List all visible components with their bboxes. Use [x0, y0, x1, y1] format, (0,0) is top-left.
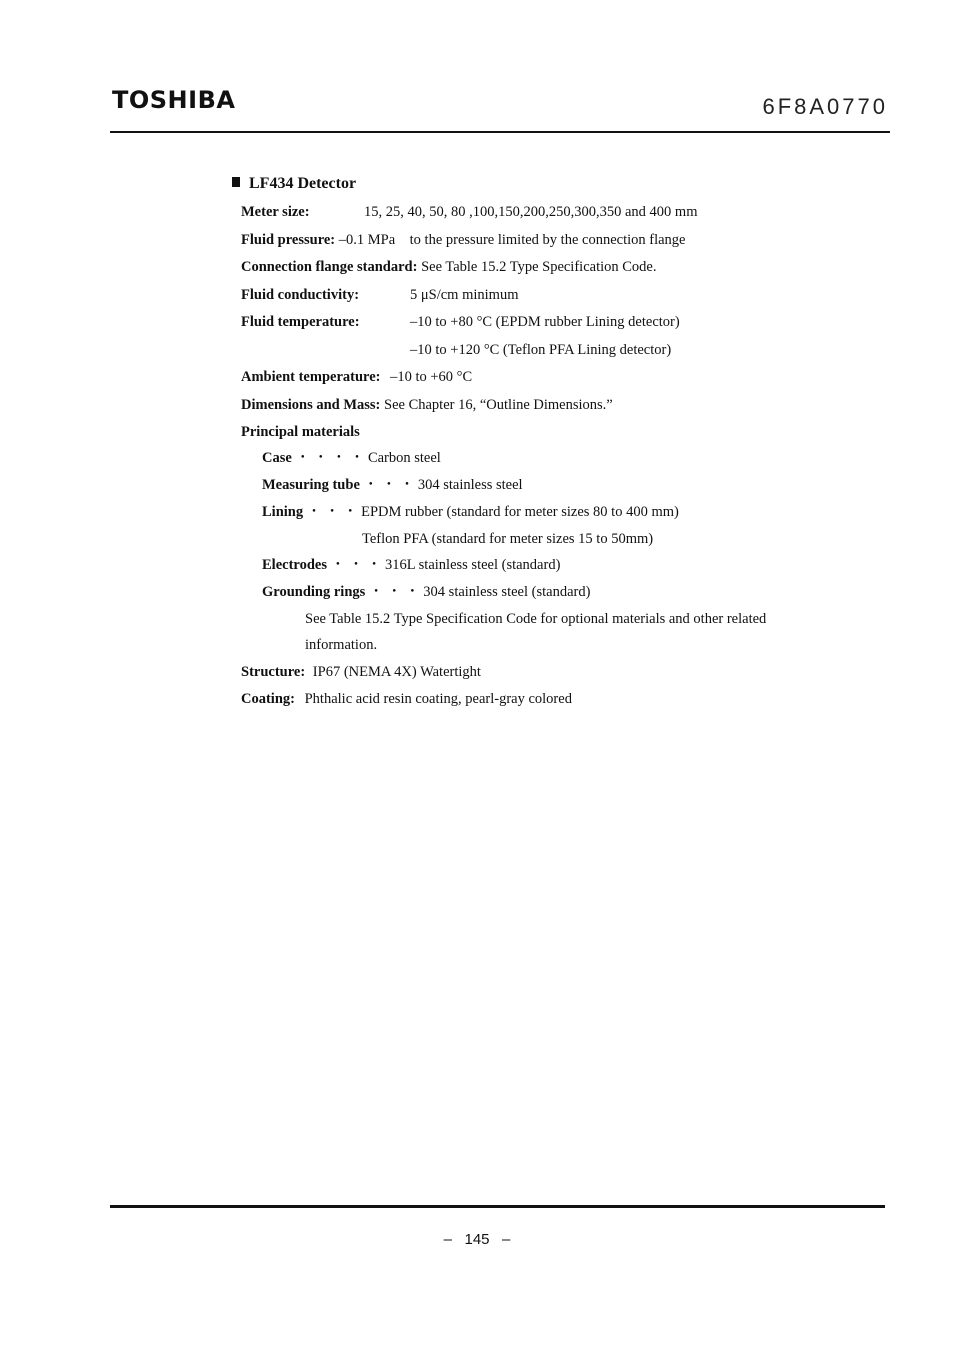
- material-value: 304 stainless steel (standard): [423, 584, 591, 600]
- material-value: 316L stainless steel (standard): [384, 557, 561, 573]
- leader-dots: ・ ・ ・: [363, 477, 415, 493]
- leader-dots: ・ ・ ・: [368, 584, 420, 600]
- material-label: Electrodes: [262, 557, 327, 573]
- principal-materials-heading: Principal materials: [241, 424, 360, 440]
- square-bullet-icon: [232, 177, 240, 187]
- spec-fluid-temperature-value-2: –10 to +120 °C (Teflon PFA Lining detector): [410, 342, 672, 358]
- material-label: Case: [262, 450, 292, 466]
- spec-label: Fluid conductivity:: [241, 287, 360, 303]
- spec-fluid-conductivity-value: 5 μS/cm minimum: [410, 287, 519, 303]
- material-value: 304 stainless steel: [417, 477, 523, 493]
- materials-note-line-2: information.: [305, 637, 378, 653]
- material-value: Carbon steel: [367, 450, 441, 466]
- spec-structure: [241, 665, 481, 680]
- spec-fluid-temperature-value-1: –10 to +80 °C (EPDM rubber Lining detector): [410, 314, 680, 330]
- spec-label: Connection flange standard:: [241, 259, 418, 275]
- section-title: LF434 Detector: [249, 175, 357, 192]
- material-lining-value-2: Teflon PFA (standard for meter sizes 15 to 50mm): [362, 531, 654, 547]
- spec-value: –10 to +60 °C: [390, 369, 473, 385]
- page-number: – 145 –: [443, 1231, 511, 1248]
- footer-rule: [110, 1205, 885, 1208]
- header-rule: [110, 131, 890, 133]
- spec-label: Fluid pressure:: [241, 232, 336, 248]
- spec-label: Coating:: [241, 691, 295, 707]
- material-value: EPDM rubber (standard for meter sizes 80 to 400 mm): [361, 504, 679, 520]
- spec-value: IP67 (NEMA 4X) Watertight: [312, 664, 481, 680]
- material-label: Lining: [262, 504, 304, 520]
- material-lining: [262, 505, 679, 520]
- spec-value: See Table 15.2 Type Specification Code.: [421, 259, 657, 275]
- spec-fluid-pressure: [241, 233, 685, 248]
- brand-logo: TOSHIBA: [112, 86, 236, 114]
- spec-meter-size: [241, 205, 310, 220]
- leader-dots: ・ ・ ・: [330, 557, 382, 573]
- spec-ambient-temperature: [241, 370, 472, 385]
- spec-label: Structure:: [241, 664, 306, 680]
- material-label: Measuring tube: [262, 477, 360, 493]
- spec-value: Phthalic acid resin coating, pearl-gray colored: [304, 691, 572, 707]
- spec-label: Fluid temperature:: [241, 314, 360, 330]
- section-heading: [232, 176, 356, 192]
- spec-value: See Chapter 16, “Outline Dimensions.”: [384, 397, 613, 413]
- material-electrodes: [262, 558, 560, 573]
- spec-coating: [241, 692, 572, 707]
- spec-label: Meter size:: [241, 204, 310, 220]
- document-number: 6F8A0770: [762, 94, 888, 119]
- spec-label: Dimensions and Mass:: [241, 397, 381, 413]
- material-grounding-rings: [262, 585, 590, 600]
- material-measuring-tube: [262, 478, 523, 493]
- spec-value: –0.1 MPa to the pressure limited by the connection flange: [338, 232, 686, 248]
- material-case: [262, 451, 441, 466]
- spec-meter-size-value: 15, 25, 40, 50, 80 ,100,150,200,250,300,350 and 400 mm: [364, 204, 698, 220]
- spec-label: Ambient temperature:: [241, 369, 381, 385]
- spec-fluid-conductivity: [241, 288, 359, 303]
- spec-flange-standard: [241, 260, 656, 275]
- spec-fluid-temperature: [241, 315, 360, 330]
- material-label: Grounding rings: [262, 584, 366, 600]
- leader-dots: ・ ・ ・ ・: [295, 450, 365, 466]
- spec-dimensions-mass: [241, 398, 613, 413]
- leader-dots: ・ ・ ・: [306, 504, 358, 520]
- materials-note-line-1: See Table 15.2 Type Specification Code for optional materials and other related: [305, 611, 767, 627]
